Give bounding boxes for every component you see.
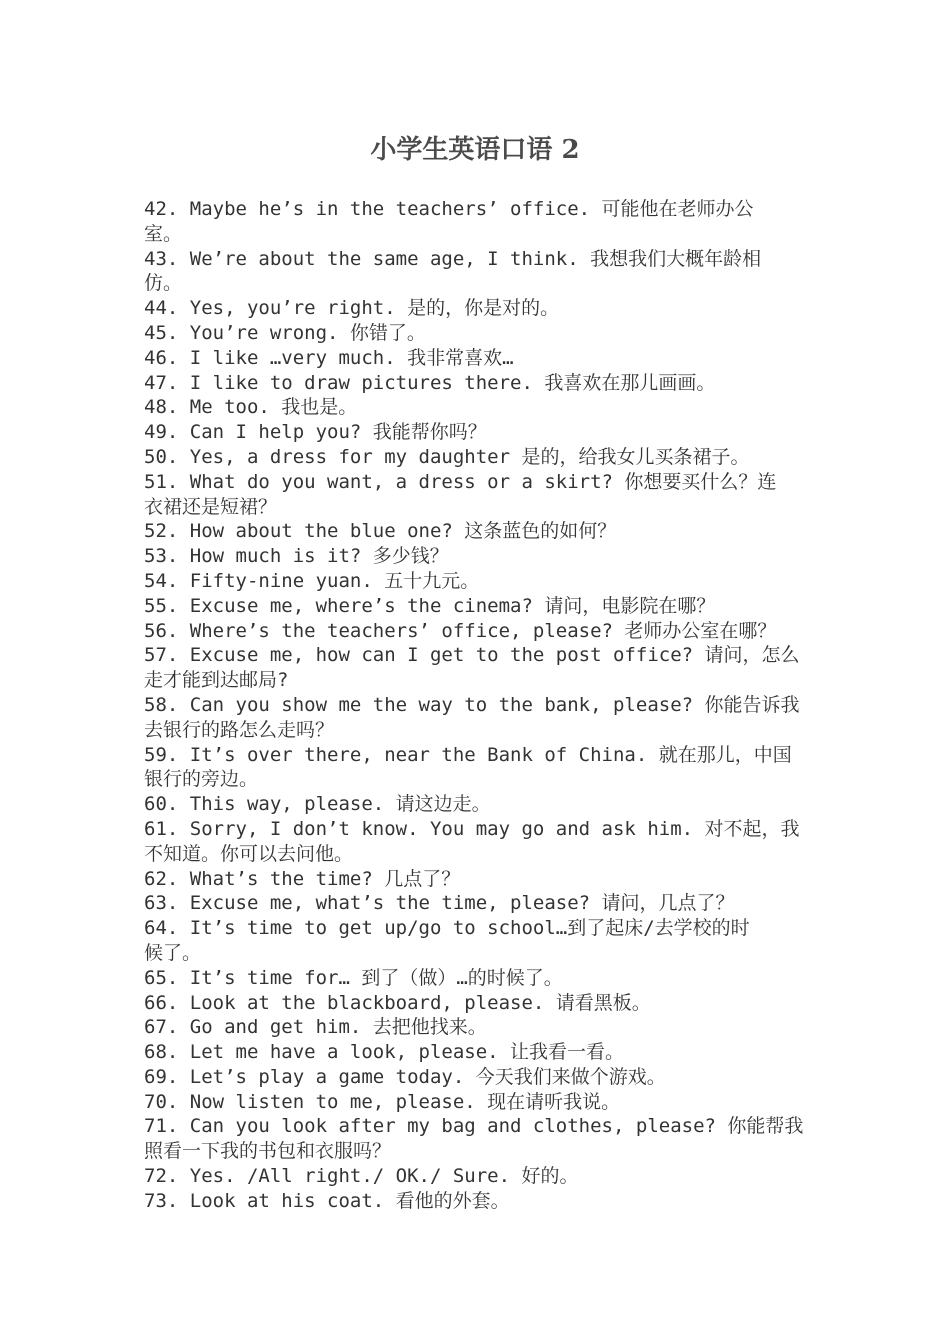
phrase-line: 候了。 — [144, 941, 202, 964]
phrase-line: 56. Where’s the teachers’ office, please? 老师办公室在哪？ — [144, 619, 777, 642]
phrase-line: 66. Look at the blackboard, please. 请看黑板。 — [144, 991, 651, 1014]
phrase-line: 仿。 — [144, 272, 183, 295]
phrase-list — [144, 197, 812, 1214]
phrase-line: 44. Yes, you’re right. 是的，你是对的。 — [144, 297, 560, 320]
phrase-line: 60. This way, please. 请这边走。 — [144, 793, 491, 816]
phrase-line: 46. I like …very much. 我非常喜欢… — [144, 346, 514, 369]
phrase-line: 不知道。你可以去问他。 — [144, 842, 354, 865]
phrase-line: 71. Can you look after my bag and clothes, please? 你能帮我 — [144, 1115, 804, 1138]
phrase-line: 48. Me too. 我也是。 — [144, 396, 358, 419]
phrase-line: 59. It’s over there, near the Bank of China. 就在那儿，中国 — [144, 743, 792, 766]
phrase-line: 62. What’s the time? 几点了？ — [144, 867, 461, 890]
phrase-line: 52. How about the blue one? 这条蓝色的如何？ — [144, 520, 617, 543]
phrase-line: 43. We’re about the same age, I think. 我想我们大概年龄相 — [144, 247, 762, 270]
phrase-line: 50. Yes, a dress for my daughter 是的，给我女儿买条裙子。 — [144, 445, 750, 468]
phrase-line: 42. Maybe he’s in the teachers’ office. 可能他在老师办公 — [144, 198, 754, 220]
phrase-line: 衣裙还是短裙？ — [144, 495, 278, 518]
phrase-line: 54. Fifty-nine yuan. 五十九元。 — [144, 569, 480, 592]
phrase-line: 67. Go and get him. 去把他找来。 — [144, 1016, 487, 1039]
phrase-line: 58. Can you show me the way to the bank, please? 你能告诉我 — [144, 693, 800, 716]
phrase-line: 65. It’s time for… 到了（做）…的时候了。 — [144, 966, 563, 989]
phrase-line: 68. Let me have a look, please. 让我看一看。 — [144, 1041, 625, 1064]
phrase-line: 57. Excuse me, how can I get to the post office? 请问，怎么 — [144, 644, 800, 667]
phrase-line: 照看一下我的书包和衣服吗？ — [144, 1140, 392, 1163]
phrase-line: 49. Can I help you? 我能帮你吗？ — [144, 421, 487, 444]
phrase-line: 69. Let’s play a game today. 今天我们来做个游戏。 — [144, 1065, 666, 1088]
phrase-line: 61. Sorry, I don’t know. You may go and ask him. 对不起，我 — [144, 817, 800, 840]
phrase-line: 63. Excuse me, what’s the time, please? 请问，几点了？ — [144, 892, 735, 915]
phrase-line: 47. I like to draw pictures there. 我喜欢在那儿画画。 — [144, 371, 716, 394]
phrase-line: 72. Yes. /All right./ OK./ Sure. 好的。 — [144, 1165, 579, 1188]
phrase-line: 银行的旁边。 — [144, 768, 259, 791]
phrase-line: 70. Now listen to me, please. 现在请听我说。 — [144, 1090, 621, 1113]
phrase-line: 55. Excuse me, where’s the cinema? 请问，电影院在哪？ — [144, 594, 716, 617]
page-title: 小学生英语口语 2 — [370, 135, 580, 165]
phrase-line: 去银行的路怎么走吗？ — [144, 718, 335, 741]
phrase-line: 45. You’re wrong. 你错了。 — [144, 321, 426, 344]
phrase-line: 走才能到达邮局? — [144, 669, 289, 692]
phrase-line: 64. It’s time to get up/go to school…到了起床/去学校的时 — [144, 917, 750, 940]
phrase-line: 73. Look at his coat. 看他的外套。 — [144, 1189, 510, 1212]
phrase-line: 53. How much is it? 多少钱？ — [144, 545, 449, 568]
phrase-line: 室。 — [144, 222, 183, 245]
phrase-line: 51. What do you want, a dress or a skirt? 你想要买什么？连 — [144, 470, 777, 493]
